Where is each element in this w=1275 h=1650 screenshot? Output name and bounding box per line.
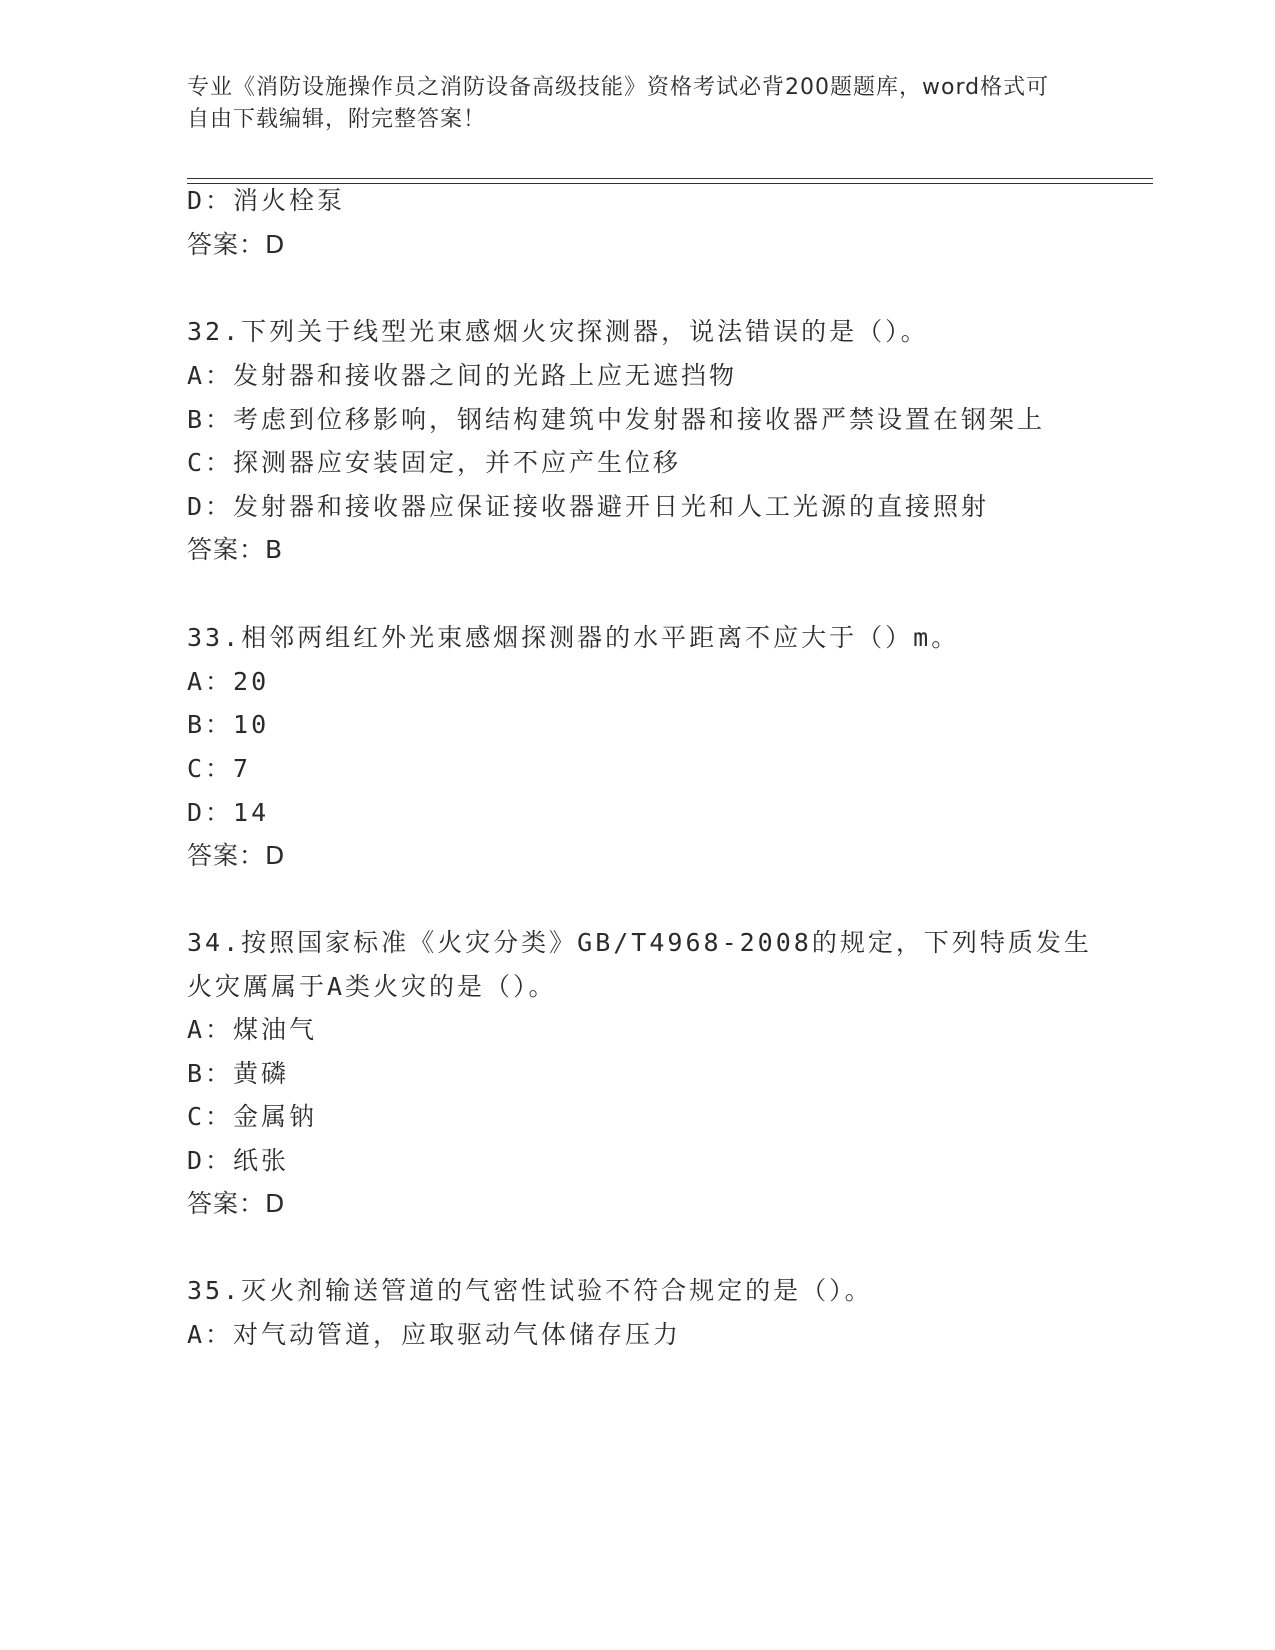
question-33-option-d: D：14 <box>187 798 270 827</box>
question-33-option-c: C：7 <box>187 754 252 783</box>
question-33-option-b: B：10 <box>187 710 270 739</box>
header-divider-top <box>187 178 1153 179</box>
question-34-option-b: B：黄磷 <box>187 1059 290 1088</box>
question-34-stem-line2: 火灾厲属于A类火灾的是（）。 <box>187 972 557 1001</box>
document-header <box>187 72 1067 136</box>
question-34-option-a: A：煤油气 <box>187 1015 318 1044</box>
question-34-option-d: D：纸张 <box>187 1146 290 1175</box>
question-33-answer: 答案：D <box>187 841 286 870</box>
prev-answer: 答案：D <box>187 230 286 259</box>
question-32-answer: 答案：B <box>187 535 284 564</box>
question-34-option-c: C：金属钠 <box>187 1102 318 1131</box>
question-35-stem: 35.灭火剂输送管道的气密性试验不符合规定的是（）。 <box>187 1276 873 1305</box>
question-34-answer: 答案：D <box>187 1189 286 1218</box>
question-32-option-a: A：发射器和接收器之间的光路上应无遮挡物 <box>187 361 738 390</box>
question-33-stem: 33.相邻两组红外光束感烟探测器的水平距离不应大于（）m。 <box>187 623 960 652</box>
prev-option-d: D：消火栓泵 <box>187 186 346 215</box>
question-33-option-a: A：20 <box>187 667 270 696</box>
question-32-stem: 32.下列关于线型光束感烟火灾探测器，说法错误的是（）。 <box>187 317 929 346</box>
question-32-option-b: B：考虑到位移影响，钢结构建筑中发射器和接收器严禁设置在钢架上 <box>187 405 1046 434</box>
header-text: 专业《消防设施操作员之消防设备高级技能》资格考试必背200题题库，word格式可自由下载编辑，附完整答案！ <box>187 75 1050 132</box>
question-35-option-a: A：对气动管道，应取驱动气体储存压力 <box>187 1320 682 1349</box>
question-34-stem-line1: 34.按照国家标准《火灾分类》GB/T4968-2008的规定，下列特质发生 <box>187 928 1092 957</box>
question-32-option-c: C：探测器应安装固定，并不应产生位移 <box>187 448 682 477</box>
question-32-option-d: D：发射器和接收器应保证接收器避开日光和人工光源的直接照射 <box>187 492 990 521</box>
